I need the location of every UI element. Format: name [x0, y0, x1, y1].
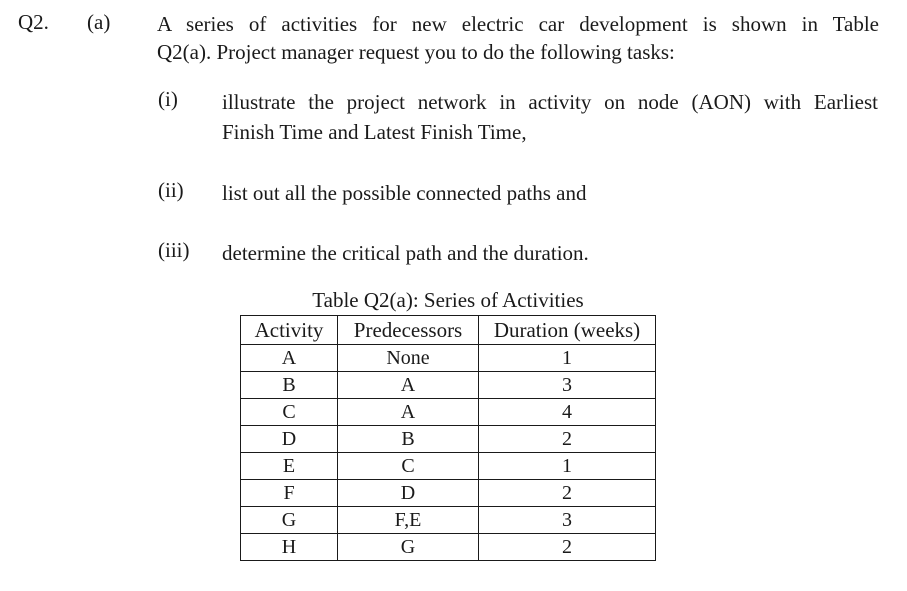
table-header-row — [241, 316, 656, 345]
cell-duration: 1 — [479, 453, 656, 480]
table-row — [241, 453, 656, 480]
cell-activity: G — [241, 507, 338, 534]
table-row — [241, 426, 656, 453]
cell-activity: E — [241, 453, 338, 480]
cell-duration: 3 — [479, 372, 656, 399]
cell-predecessors: A — [338, 399, 479, 426]
task-i-line-1: illustrate the project network in activity on node (AON) with Earliest — [222, 90, 878, 114]
cell-activity: B — [241, 372, 338, 399]
cell-predecessors: C — [338, 453, 479, 480]
table-row — [241, 399, 656, 426]
cell-predecessors: D — [338, 480, 479, 507]
intro-line-2: Q2(a). Project manager request you to do the following tasks: — [157, 40, 675, 64]
table-row — [241, 480, 656, 507]
table-caption: Table Q2(a): Series of Activities — [312, 288, 584, 312]
cell-duration: 4 — [479, 399, 656, 426]
cell-duration: 2 — [479, 480, 656, 507]
task-label-ii: (ii) — [158, 178, 184, 202]
task-text-iii: determine the critical path and the duration. — [222, 241, 589, 265]
table-row — [241, 507, 656, 534]
intro-line-1: A series of activities for new electric car development is shown in Table — [157, 12, 879, 36]
header-activity: Activity — [241, 316, 338, 345]
task-i-line-2: Finish Time and Latest Finish Time, — [222, 120, 527, 144]
cell-activity: D — [241, 426, 338, 453]
task-text-ii: list out all the possible connected paths and — [222, 181, 587, 205]
cell-duration: 2 — [479, 426, 656, 453]
question-number: Q2. — [18, 10, 49, 34]
cell-predecessors: G — [338, 534, 479, 561]
cell-duration: 2 — [479, 534, 656, 561]
table-row — [241, 345, 656, 372]
cell-duration: 3 — [479, 507, 656, 534]
activities-table — [240, 315, 656, 561]
cell-activity: A — [241, 345, 338, 372]
header-predecessors: Predecessors — [338, 316, 479, 345]
cell-activity: H — [241, 534, 338, 561]
cell-predecessors: A — [338, 372, 479, 399]
question-intro — [157, 10, 879, 66]
table-row — [241, 372, 656, 399]
cell-activity: C — [241, 399, 338, 426]
cell-predecessors: None — [338, 345, 479, 372]
task-text-i — [222, 87, 878, 147]
header-duration: Duration (weeks) — [479, 316, 656, 345]
cell-predecessors: B — [338, 426, 479, 453]
cell-duration: 1 — [479, 345, 656, 372]
cell-activity: F — [241, 480, 338, 507]
task-label-iii: (iii) — [158, 238, 190, 262]
table-row — [241, 534, 656, 561]
cell-predecessors: F,E — [338, 507, 479, 534]
task-label-i: (i) — [158, 87, 178, 111]
question-part: (a) — [87, 10, 111, 34]
